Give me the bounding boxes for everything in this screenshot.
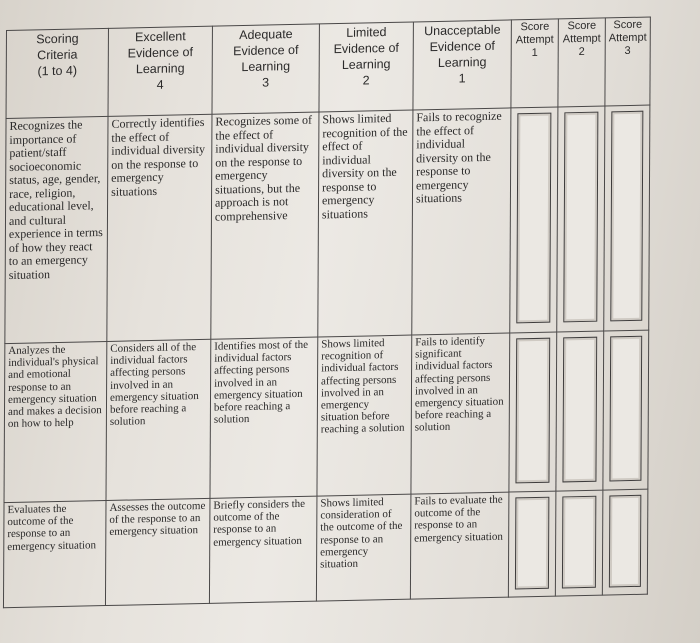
header-text: Excellent <box>135 29 186 45</box>
excellent-cell: Considers all of the individual factors affecting persons involved in an emergency situation before reaching a solution <box>106 339 211 500</box>
header-text: Criteria <box>37 47 78 63</box>
header-text: Learning <box>437 54 487 70</box>
header-text: 1 <box>458 71 466 86</box>
score-input-box[interactable] <box>610 111 643 322</box>
header-text: Attempt <box>515 33 554 47</box>
unacceptable-cell: Fails to recognize the effect of individual diversity on the response to emergency situations <box>412 108 511 335</box>
score-input-box[interactable] <box>609 336 642 482</box>
header-score-attempt-1 <box>511 19 558 108</box>
score-cell-attempt-1 <box>508 491 556 597</box>
header-row <box>6 17 650 119</box>
criterion-row <box>3 489 647 608</box>
header-text: Scoring <box>36 31 79 47</box>
unacceptable-cell: Fails to evaluate the outcome of the response to an emergency situation <box>410 492 509 599</box>
header-unacceptable <box>413 20 511 110</box>
header-text: 3 <box>624 44 631 58</box>
adequate-cell: Identifies most of the individual factors affecting persons involved in an emergency situation before reaching a solution <box>210 337 318 498</box>
criterion-cell: Analyzes the individual's physical and emotional response to an emergency situation and makes a decision on how to help <box>4 341 107 502</box>
score-input-box[interactable] <box>609 495 641 588</box>
header-text: Limited <box>346 25 387 40</box>
header-text: Adequate <box>239 26 293 43</box>
score-cell-attempt-3 <box>602 489 647 595</box>
header-text: Unacceptable <box>424 22 501 39</box>
excellent-cell: Correctly identifies the effect of individual diversity on the response to emergency situations <box>107 114 212 341</box>
criterion-row <box>5 105 650 344</box>
score-input-box[interactable] <box>516 113 551 324</box>
rubric-table <box>3 16 651 608</box>
header-excellent <box>108 26 212 116</box>
score-cell-attempt-3 <box>604 105 650 331</box>
score-cell-attempt-2 <box>556 331 604 491</box>
criterion-cell: Evaluates the outcome of the response to an emergency situation <box>3 501 106 608</box>
score-input-box[interactable] <box>563 112 598 323</box>
score-input-box[interactable] <box>562 496 596 589</box>
header-text: Evidence of <box>233 42 299 59</box>
header-text: 2 <box>578 45 585 59</box>
adequate-cell: Briefly considers the outcome of the response to an emergency situation <box>209 496 317 603</box>
header-text: 4 <box>156 77 164 92</box>
header-text: (1 to 4) <box>37 63 78 79</box>
header-score-attempt-3 <box>605 17 650 106</box>
header-text: Score <box>520 20 550 34</box>
header-text: Learning <box>241 59 291 75</box>
limited-cell: Shows limited recognition of individual factors affecting persons involved in an emergency situation before reaching a solution <box>317 335 412 496</box>
adequate-cell: Recognizes some of the effect of individual diversity on the response to emergency situations, but the approach is not comprehensive <box>211 112 319 339</box>
score-cell-attempt-2 <box>557 106 605 332</box>
score-input-box[interactable] <box>562 337 597 483</box>
header-text: 1 <box>531 46 538 59</box>
excellent-cell: Assesses the outcome of the response to an emergency situation <box>105 498 210 605</box>
header-text: Attempt <box>562 32 601 46</box>
criterion-cell: Recognizes the importance of patient/staff socioeconomic status, age, gender, race, religion, educational level, and cultural experience in terms of how they react to an emergency situation <box>5 116 108 343</box>
criterion-row <box>4 330 649 503</box>
header-limited <box>319 22 413 112</box>
header-text: Attempt <box>608 31 647 45</box>
score-cell-attempt-1 <box>509 332 557 492</box>
limited-cell: Shows limited recognition of the effect of individual diversity on the response to emergency situations <box>318 110 413 337</box>
header-text: Learning <box>135 61 185 77</box>
header-text: 2 <box>362 73 370 88</box>
header-text: Score <box>567 19 597 33</box>
limited-cell: Shows limited consideration of the outcome of the response to an emergency situation <box>316 494 411 601</box>
header-text: Evidence of <box>333 40 399 57</box>
header-scoring-criteria <box>6 28 108 118</box>
score-cell-attempt-1 <box>510 107 558 333</box>
header-text: Evidence of <box>127 45 194 61</box>
score-cell-attempt-2 <box>555 490 603 596</box>
header-text: Score <box>613 18 643 32</box>
header-text: 3 <box>262 75 270 90</box>
header-score-attempt-2 <box>558 18 605 107</box>
score-input-box[interactable] <box>515 338 550 484</box>
header-adequate <box>212 24 319 114</box>
header-text: Learning <box>341 56 391 72</box>
rubric-table-wrapper <box>3 16 651 608</box>
unacceptable-cell: Fails to identify significant individual factors affecting persons involved in an emergency situation before reaching a solution <box>411 333 510 494</box>
score-cell-attempt-3 <box>603 330 649 490</box>
header-text: Evidence of <box>429 38 495 55</box>
score-input-box[interactable] <box>515 497 549 590</box>
